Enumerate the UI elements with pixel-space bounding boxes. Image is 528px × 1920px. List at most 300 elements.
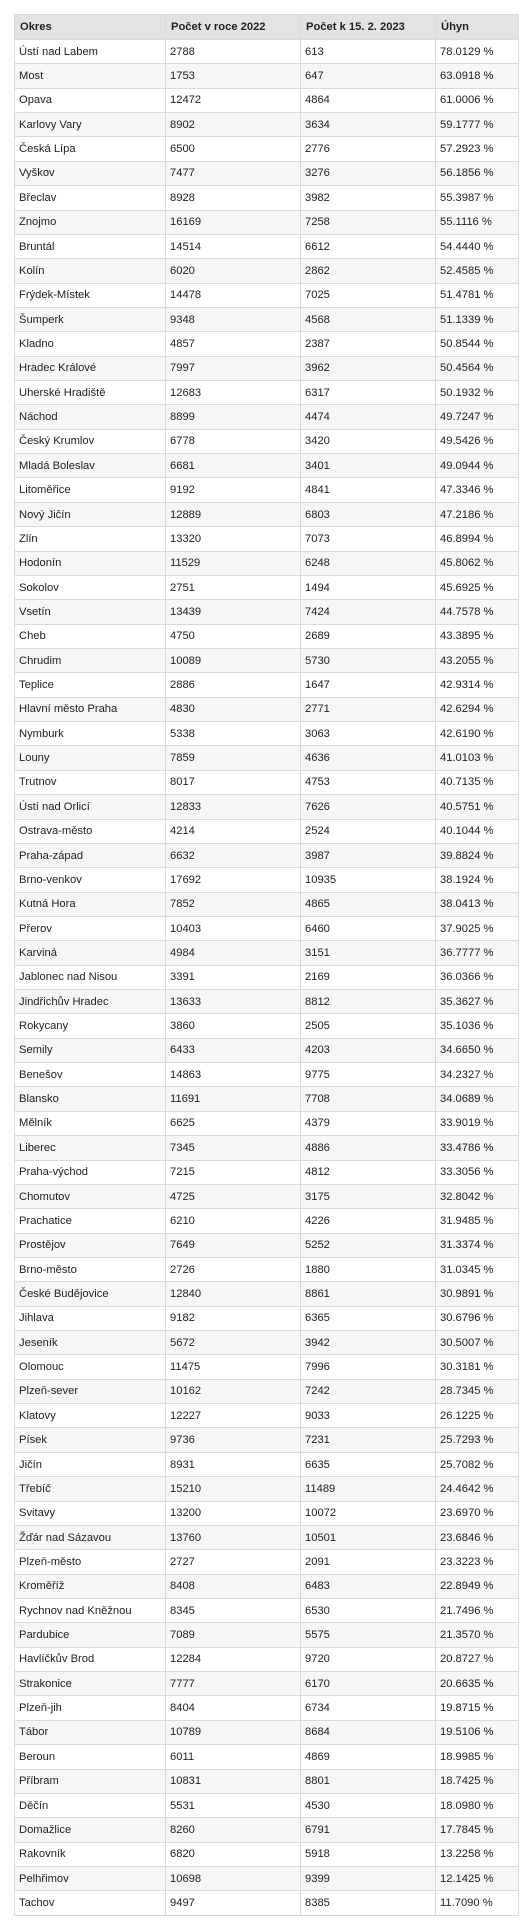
cell-pocet-2023: 8385: [301, 1891, 436, 1915]
cell-pocet-2022: 8899: [166, 405, 301, 429]
cell-pocet-2023: 7025: [301, 283, 436, 307]
cell-pocet-2023: 4474: [301, 405, 436, 429]
table-row: [15, 795, 519, 819]
cell-pocet-2023: 3962: [301, 356, 436, 380]
table-row: [15, 1769, 519, 1793]
table-row: [15, 648, 519, 672]
cell-pocet-2023: 2524: [301, 819, 436, 843]
cell-uhyn: 19.8715 %: [436, 1696, 519, 1720]
cell-uhyn: 55.1116 %: [436, 210, 519, 234]
table-row: [15, 600, 519, 624]
cell-okres: Žďár nad Sázavou: [15, 1525, 166, 1549]
table-row: [15, 1428, 519, 1452]
table-row: [15, 332, 519, 356]
table-row: [15, 113, 519, 137]
cell-pocet-2023: 7626: [301, 795, 436, 819]
cell-pocet-2023: 4753: [301, 770, 436, 794]
cell-uhyn: 63.0918 %: [436, 64, 519, 88]
cell-pocet-2022: 3391: [166, 965, 301, 989]
table-row: [15, 1696, 519, 1720]
table-row: [15, 673, 519, 697]
cell-uhyn: 18.7425 %: [436, 1769, 519, 1793]
table-row: [15, 502, 519, 526]
cell-okres: Louny: [15, 746, 166, 770]
cell-uhyn: 61.0006 %: [436, 88, 519, 112]
cell-pocet-2022: 2886: [166, 673, 301, 697]
cell-okres: Jičín: [15, 1452, 166, 1476]
cell-uhyn: 46.8994 %: [436, 527, 519, 551]
district-table: [14, 14, 519, 1916]
table-row: [15, 624, 519, 648]
cell-pocet-2022: 13439: [166, 600, 301, 624]
cell-okres: Olomouc: [15, 1355, 166, 1379]
table-row: [15, 1793, 519, 1817]
cell-pocet-2023: 2505: [301, 1014, 436, 1038]
cell-uhyn: 40.5751 %: [436, 795, 519, 819]
cell-pocet-2023: 6483: [301, 1574, 436, 1598]
cell-pocet-2023: 10935: [301, 868, 436, 892]
table-row: [15, 1574, 519, 1598]
cell-uhyn: 41.0103 %: [436, 746, 519, 770]
cell-pocet-2022: 3860: [166, 1014, 301, 1038]
cell-okres: Děčín: [15, 1793, 166, 1817]
table-row: [15, 454, 519, 478]
cell-okres: Opava: [15, 88, 166, 112]
cell-pocet-2023: 4203: [301, 1038, 436, 1062]
cell-okres: Ústí nad Orlicí: [15, 795, 166, 819]
cell-pocet-2023: 3151: [301, 941, 436, 965]
table-row: [15, 1525, 519, 1549]
cell-pocet-2023: 9399: [301, 1866, 436, 1890]
table-row: [15, 892, 519, 916]
cell-pocet-2022: 8931: [166, 1452, 301, 1476]
cell-pocet-2022: 8902: [166, 113, 301, 137]
cell-okres: Český Krumlov: [15, 429, 166, 453]
cell-pocet-2023: 6791: [301, 1818, 436, 1842]
cell-pocet-2022: 14863: [166, 1063, 301, 1087]
cell-okres: Havlíčkův Brod: [15, 1647, 166, 1671]
cell-pocet-2022: 6500: [166, 137, 301, 161]
cell-uhyn: 52.4585 %: [436, 259, 519, 283]
cell-okres: Šumperk: [15, 307, 166, 331]
cell-okres: Plzeň-město: [15, 1550, 166, 1574]
cell-okres: Most: [15, 64, 166, 88]
cell-uhyn: 30.5007 %: [436, 1331, 519, 1355]
cell-pocet-2023: 5575: [301, 1623, 436, 1647]
cell-uhyn: 33.3056 %: [436, 1160, 519, 1184]
cell-okres: Frýdek-Místek: [15, 283, 166, 307]
cell-uhyn: 23.6970 %: [436, 1501, 519, 1525]
cell-pocet-2022: 6433: [166, 1038, 301, 1062]
cell-uhyn: 54.4440 %: [436, 234, 519, 258]
cell-pocet-2023: 3982: [301, 186, 436, 210]
table-row: [15, 1233, 519, 1257]
cell-uhyn: 49.5426 %: [436, 429, 519, 453]
data-table-container: [14, 14, 518, 1916]
cell-okres: Písek: [15, 1428, 166, 1452]
cell-uhyn: 26.1225 %: [436, 1404, 519, 1428]
table-row: [15, 1257, 519, 1281]
cell-pocet-2023: 3401: [301, 454, 436, 478]
cell-okres: Brno-venkov: [15, 868, 166, 892]
cell-okres: Klatovy: [15, 1404, 166, 1428]
cell-pocet-2023: 2169: [301, 965, 436, 989]
table-row: [15, 405, 519, 429]
cell-pocet-2022: 13633: [166, 990, 301, 1014]
cell-okres: Kutná Hora: [15, 892, 166, 916]
cell-uhyn: 49.0944 %: [436, 454, 519, 478]
cell-pocet-2023: 10072: [301, 1501, 436, 1525]
table-row: [15, 40, 519, 64]
table-row: [15, 1184, 519, 1208]
cell-pocet-2022: 4214: [166, 819, 301, 843]
cell-uhyn: 12.1425 %: [436, 1866, 519, 1890]
cell-pocet-2023: 7231: [301, 1428, 436, 1452]
cell-uhyn: 11.7090 %: [436, 1891, 519, 1915]
cell-pocet-2022: 8408: [166, 1574, 301, 1598]
cell-okres: Brno-město: [15, 1257, 166, 1281]
cell-okres: Hlavní město Praha: [15, 697, 166, 721]
cell-pocet-2022: 4750: [166, 624, 301, 648]
cell-pocet-2023: 3942: [301, 1331, 436, 1355]
table-row: [15, 186, 519, 210]
cell-pocet-2022: 6011: [166, 1745, 301, 1769]
cell-pocet-2022: 7777: [166, 1672, 301, 1696]
cell-pocet-2022: 8345: [166, 1599, 301, 1623]
cell-okres: Plzeň-sever: [15, 1379, 166, 1403]
cell-pocet-2022: 10698: [166, 1866, 301, 1890]
cell-pocet-2022: 13320: [166, 527, 301, 551]
table-row: [15, 478, 519, 502]
cell-okres: Zlín: [15, 527, 166, 551]
cell-uhyn: 20.8727 %: [436, 1647, 519, 1671]
cell-okres: Karlovy Vary: [15, 113, 166, 137]
cell-pocet-2023: 4379: [301, 1111, 436, 1135]
cell-uhyn: 24.4642 %: [436, 1477, 519, 1501]
cell-uhyn: 30.3181 %: [436, 1355, 519, 1379]
cell-pocet-2023: 5918: [301, 1842, 436, 1866]
cell-pocet-2022: 2726: [166, 1257, 301, 1281]
table-row: [15, 1209, 519, 1233]
cell-pocet-2023: 7996: [301, 1355, 436, 1379]
cell-pocet-2023: 6170: [301, 1672, 436, 1696]
cell-uhyn: 59.1777 %: [436, 113, 519, 137]
table-row: [15, 843, 519, 867]
cell-pocet-2022: 2788: [166, 40, 301, 64]
table-row: [15, 259, 519, 283]
cell-uhyn: 25.7082 %: [436, 1452, 519, 1476]
cell-pocet-2023: 7708: [301, 1087, 436, 1111]
table-row: [15, 697, 519, 721]
cell-pocet-2022: 7852: [166, 892, 301, 916]
cell-uhyn: 51.1339 %: [436, 307, 519, 331]
cell-pocet-2023: 3063: [301, 722, 436, 746]
cell-pocet-2023: 2091: [301, 1550, 436, 1574]
cell-uhyn: 42.6294 %: [436, 697, 519, 721]
cell-pocet-2023: 2776: [301, 137, 436, 161]
table-row: [15, 1355, 519, 1379]
cell-okres: Liberec: [15, 1136, 166, 1160]
cell-pocet-2022: 9497: [166, 1891, 301, 1915]
table-row: [15, 1160, 519, 1184]
cell-okres: Kolín: [15, 259, 166, 283]
cell-pocet-2022: 7089: [166, 1623, 301, 1647]
cell-pocet-2023: 8812: [301, 990, 436, 1014]
cell-pocet-2022: 11691: [166, 1087, 301, 1111]
table-row: [15, 1087, 519, 1111]
cell-pocet-2022: 9182: [166, 1306, 301, 1330]
cell-pocet-2022: 13200: [166, 1501, 301, 1525]
cell-okres: Domažlice: [15, 1818, 166, 1842]
cell-pocet-2022: 6020: [166, 259, 301, 283]
cell-pocet-2023: 3276: [301, 161, 436, 185]
cell-pocet-2023: 7258: [301, 210, 436, 234]
table-body: [15, 40, 519, 1916]
column-header-pocet-2022[interactable]: Počet v roce 2022: [166, 15, 301, 40]
cell-pocet-2023: 2689: [301, 624, 436, 648]
cell-pocet-2023: 6734: [301, 1696, 436, 1720]
cell-pocet-2022: 9192: [166, 478, 301, 502]
cell-pocet-2023: 5730: [301, 648, 436, 672]
cell-pocet-2023: 8684: [301, 1720, 436, 1744]
cell-pocet-2022: 12284: [166, 1647, 301, 1671]
cell-pocet-2022: 15210: [166, 1477, 301, 1501]
cell-uhyn: 43.2055 %: [436, 648, 519, 672]
cell-okres: Mělník: [15, 1111, 166, 1135]
cell-uhyn: 51.4781 %: [436, 283, 519, 307]
cell-uhyn: 44.7578 %: [436, 600, 519, 624]
cell-pocet-2023: 6612: [301, 234, 436, 258]
table-row: [15, 1866, 519, 1890]
cell-okres: Nový Jičín: [15, 502, 166, 526]
cell-pocet-2023: 4886: [301, 1136, 436, 1160]
cell-pocet-2022: 10162: [166, 1379, 301, 1403]
cell-okres: Prostějov: [15, 1233, 166, 1257]
cell-pocet-2023: 11489: [301, 1477, 436, 1501]
table-row: [15, 234, 519, 258]
cell-pocet-2022: 9348: [166, 307, 301, 331]
cell-pocet-2022: 10789: [166, 1720, 301, 1744]
cell-pocet-2022: 5672: [166, 1331, 301, 1355]
table-row: [15, 307, 519, 331]
cell-pocet-2022: 6681: [166, 454, 301, 478]
cell-okres: Ostrava-město: [15, 819, 166, 843]
cell-pocet-2023: 3987: [301, 843, 436, 867]
cell-pocet-2022: 10403: [166, 916, 301, 940]
table-row: [15, 1720, 519, 1744]
table-row: [15, 1647, 519, 1671]
header-row: [15, 15, 519, 40]
cell-pocet-2022: 10089: [166, 648, 301, 672]
cell-pocet-2022: 5531: [166, 1793, 301, 1817]
cell-uhyn: 23.6846 %: [436, 1525, 519, 1549]
table-row: [15, 429, 519, 453]
cell-uhyn: 30.9891 %: [436, 1282, 519, 1306]
cell-pocet-2023: 9775: [301, 1063, 436, 1087]
table-row: [15, 1379, 519, 1403]
cell-okres: Třebíč: [15, 1477, 166, 1501]
cell-pocet-2022: 8404: [166, 1696, 301, 1720]
cell-okres: Cheb: [15, 624, 166, 648]
cell-uhyn: 28.7345 %: [436, 1379, 519, 1403]
cell-pocet-2022: 1753: [166, 64, 301, 88]
cell-uhyn: 22.8949 %: [436, 1574, 519, 1598]
cell-pocet-2023: 7424: [301, 600, 436, 624]
cell-uhyn: 42.6190 %: [436, 722, 519, 746]
table-row: [15, 770, 519, 794]
cell-okres: Ústí nad Labem: [15, 40, 166, 64]
cell-okres: Kroměříž: [15, 1574, 166, 1598]
cell-uhyn: 47.3346 %: [436, 478, 519, 502]
cell-pocet-2023: 6317: [301, 381, 436, 405]
cell-okres: Česká Lípa: [15, 137, 166, 161]
table-row: [15, 1282, 519, 1306]
table-row: [15, 1550, 519, 1574]
cell-pocet-2023: 1494: [301, 575, 436, 599]
table-row: [15, 1331, 519, 1355]
cell-uhyn: 34.2327 %: [436, 1063, 519, 1087]
cell-uhyn: 45.6925 %: [436, 575, 519, 599]
table-row: [15, 1306, 519, 1330]
cell-uhyn: 36.0366 %: [436, 965, 519, 989]
table-row: [15, 88, 519, 112]
table-row: [15, 1501, 519, 1525]
cell-uhyn: 17.7845 %: [436, 1818, 519, 1842]
cell-uhyn: 33.4786 %: [436, 1136, 519, 1160]
table-row: [15, 137, 519, 161]
cell-pocet-2022: 2727: [166, 1550, 301, 1574]
cell-okres: Uherské Hradiště: [15, 381, 166, 405]
cell-uhyn: 30.6796 %: [436, 1306, 519, 1330]
cell-pocet-2023: 4530: [301, 1793, 436, 1817]
cell-okres: Přerov: [15, 916, 166, 940]
cell-okres: Beroun: [15, 1745, 166, 1769]
cell-pocet-2023: 7242: [301, 1379, 436, 1403]
cell-pocet-2022: 12227: [166, 1404, 301, 1428]
cell-uhyn: 32.8042 %: [436, 1184, 519, 1208]
table-row: [15, 1063, 519, 1087]
table-row: [15, 965, 519, 989]
table-row: [15, 1111, 519, 1135]
column-header-uhyn[interactable]: Úhyn: [436, 15, 519, 40]
cell-pocet-2022: 7345: [166, 1136, 301, 1160]
cell-uhyn: 21.3570 %: [436, 1623, 519, 1647]
cell-okres: Chrudim: [15, 648, 166, 672]
cell-uhyn: 40.7135 %: [436, 770, 519, 794]
cell-uhyn: 25.7293 %: [436, 1428, 519, 1452]
cell-uhyn: 18.9985 %: [436, 1745, 519, 1769]
table-row: [15, 722, 519, 746]
cell-okres: Praha-západ: [15, 843, 166, 867]
cell-okres: Rokycany: [15, 1014, 166, 1038]
cell-okres: Teplice: [15, 673, 166, 697]
cell-okres: Jihlava: [15, 1306, 166, 1330]
cell-okres: Rychnov nad Kněžnou: [15, 1599, 166, 1623]
cell-okres: Jablonec nad Nisou: [15, 965, 166, 989]
cell-okres: Břeclav: [15, 186, 166, 210]
cell-okres: Benešov: [15, 1063, 166, 1087]
cell-pocet-2022: 7477: [166, 161, 301, 185]
cell-pocet-2023: 4812: [301, 1160, 436, 1184]
cell-uhyn: 34.0689 %: [436, 1087, 519, 1111]
cell-okres: Jindřichův Hradec: [15, 990, 166, 1014]
cell-okres: Znojmo: [15, 210, 166, 234]
cell-okres: Bruntál: [15, 234, 166, 258]
cell-okres: Kladno: [15, 332, 166, 356]
table-row: [15, 161, 519, 185]
cell-uhyn: 39.8824 %: [436, 843, 519, 867]
cell-uhyn: 19.5106 %: [436, 1720, 519, 1744]
table-row: [15, 64, 519, 88]
table-row: [15, 210, 519, 234]
cell-pocet-2022: 6632: [166, 843, 301, 867]
column-header-pocet-2023[interactable]: Počet k 15. 2. 2023: [301, 15, 436, 40]
cell-pocet-2023: 2771: [301, 697, 436, 721]
cell-pocet-2023: 4869: [301, 1745, 436, 1769]
cell-okres: Pelhřimov: [15, 1866, 166, 1890]
cell-okres: Rakovník: [15, 1842, 166, 1866]
cell-pocet-2022: 4725: [166, 1184, 301, 1208]
cell-pocet-2022: 5338: [166, 722, 301, 746]
cell-uhyn: 18.0980 %: [436, 1793, 519, 1817]
cell-pocet-2022: 14478: [166, 283, 301, 307]
cell-okres: Vsetín: [15, 600, 166, 624]
cell-okres: Sokolov: [15, 575, 166, 599]
cell-uhyn: 55.3987 %: [436, 186, 519, 210]
cell-okres: Tábor: [15, 1720, 166, 1744]
cell-okres: Blansko: [15, 1087, 166, 1111]
cell-okres: Semily: [15, 1038, 166, 1062]
table-row: [15, 916, 519, 940]
column-header-okres[interactable]: Okres: [15, 15, 166, 40]
table-row: [15, 1745, 519, 1769]
cell-pocet-2022: 11475: [166, 1355, 301, 1379]
cell-pocet-2022: 9736: [166, 1428, 301, 1452]
cell-uhyn: 21.7496 %: [436, 1599, 519, 1623]
cell-uhyn: 43.3895 %: [436, 624, 519, 648]
table-row: [15, 1014, 519, 1038]
cell-okres: Vyškov: [15, 161, 166, 185]
cell-uhyn: 34.6650 %: [436, 1038, 519, 1062]
cell-uhyn: 31.3374 %: [436, 1233, 519, 1257]
cell-pocet-2023: 4636: [301, 746, 436, 770]
cell-pocet-2022: 12840: [166, 1282, 301, 1306]
table-row: [15, 527, 519, 551]
cell-pocet-2022: 4857: [166, 332, 301, 356]
table-row: [15, 283, 519, 307]
table-row: [15, 990, 519, 1014]
cell-uhyn: 57.2923 %: [436, 137, 519, 161]
cell-pocet-2022: 11529: [166, 551, 301, 575]
cell-okres: Prachatice: [15, 1209, 166, 1233]
cell-okres: Pardubice: [15, 1623, 166, 1647]
table-header: [15, 15, 519, 40]
cell-pocet-2022: 17692: [166, 868, 301, 892]
cell-pocet-2022: 13760: [166, 1525, 301, 1549]
cell-okres: České Budějovice: [15, 1282, 166, 1306]
cell-uhyn: 35.1036 %: [436, 1014, 519, 1038]
cell-okres: Praha-východ: [15, 1160, 166, 1184]
cell-okres: Hradec Králové: [15, 356, 166, 380]
cell-okres: Mladá Boleslav: [15, 454, 166, 478]
cell-okres: Chomutov: [15, 1184, 166, 1208]
cell-okres: Strakonice: [15, 1672, 166, 1696]
cell-pocet-2022: 10831: [166, 1769, 301, 1793]
cell-okres: Náchod: [15, 405, 166, 429]
cell-okres: Nymburk: [15, 722, 166, 746]
cell-pocet-2023: 9720: [301, 1647, 436, 1671]
cell-pocet-2022: 4984: [166, 941, 301, 965]
